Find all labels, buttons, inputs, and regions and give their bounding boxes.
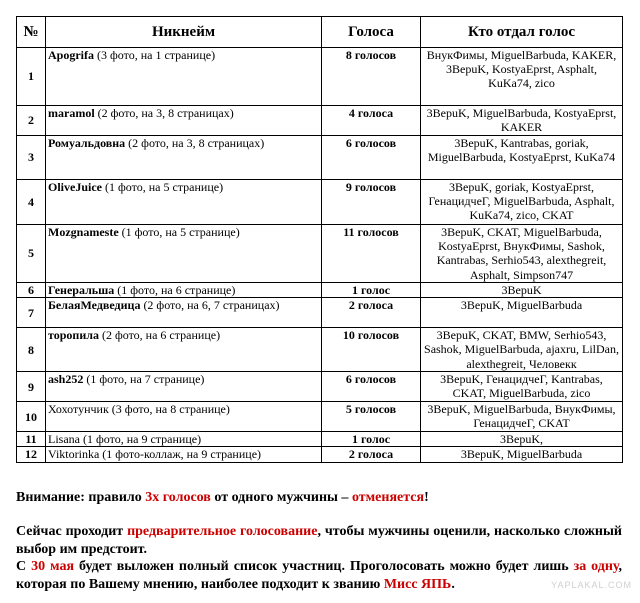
- row-votes: 10 голосов: [322, 328, 421, 372]
- row-num: 7: [17, 298, 46, 328]
- info-text: Сейчас проходит: [16, 524, 128, 539]
- row-votes: 5 голосов: [322, 402, 421, 432]
- row-votes: 2 голоса: [322, 447, 421, 462]
- row-votes: 1 голос: [322, 432, 421, 447]
- table-row: [17, 283, 623, 298]
- row-nick: [46, 225, 322, 283]
- nick-name: Генеральша: [48, 283, 115, 297]
- nick-detail: (1 фото, на 5 странице): [118, 225, 240, 239]
- row-voters: 3BepuK, MiguelBarbuda, KostyaEprst, KAKER: [421, 106, 623, 136]
- nick-detail: (1 фото, на 7 странице): [83, 372, 205, 387]
- row-votes: 9 голосов: [322, 180, 421, 225]
- row-nick: [46, 447, 322, 462]
- info-text: С: [16, 559, 32, 574]
- row-nick: [46, 283, 322, 298]
- row-num: 3: [17, 136, 46, 180]
- info-highlight: Мисс ЯПЬ: [383, 576, 452, 592]
- row-nick: [46, 402, 322, 432]
- nick-detail: (2 фото, на 3, 8 страницах): [125, 136, 265, 150]
- row-nick: [46, 432, 322, 447]
- row-nick: [46, 106, 322, 136]
- row-voters: 3BepuK, Kantrabas, goriak, MiguelBarbuda, KostyaEprst, KuKa74: [421, 136, 623, 180]
- row-votes: 6 голосов: [322, 136, 421, 180]
- row-num: 8: [17, 328, 46, 372]
- row-nick: [46, 180, 322, 225]
- info-text: .: [451, 576, 455, 592]
- header-num: №: [17, 17, 46, 48]
- row-votes: 4 голоса: [322, 106, 421, 136]
- nick-detail: (3 фото, на 1 странице): [94, 48, 216, 62]
- table-row: [17, 225, 623, 283]
- notice-text: !: [424, 490, 429, 505]
- table-row: [17, 298, 623, 328]
- nick-name: Хохотунчик: [48, 402, 109, 417]
- nick-name: БелаяМедведица: [48, 298, 141, 313]
- row-num: 11: [17, 432, 46, 447]
- nick-detail: (1 фото-коллаж, на 9 странице): [99, 447, 262, 462]
- row-num: 5: [17, 225, 46, 283]
- row-votes: 6 голосов: [322, 372, 421, 402]
- nick-name: OliveJuice: [48, 180, 102, 194]
- nick-name: Apogrifa: [48, 48, 94, 62]
- row-voters: 3BepuK, ГенацидчеГ, Kantrabas, CKAT, MiguelBarbuda, zico: [421, 372, 623, 402]
- row-nick: [46, 136, 322, 180]
- table-row: [17, 180, 623, 225]
- info-text: будет выложен полный список участниц. Проголосовать можно будет лишь: [74, 559, 574, 574]
- votes-table: [16, 16, 623, 463]
- row-num: 6: [17, 283, 46, 298]
- row-num: 10: [17, 402, 46, 432]
- nick-name: Viktorinka: [48, 447, 100, 462]
- table-row: [17, 136, 623, 180]
- row-num: 12: [17, 447, 46, 462]
- row-nick: [46, 372, 322, 402]
- nick-name: ash252: [48, 372, 84, 387]
- nick-name: Lisana: [48, 432, 80, 447]
- table-row: [17, 48, 623, 106]
- nick-detail: (2 фото, на 6, 7 страницах): [140, 298, 280, 313]
- row-nick: [46, 48, 322, 106]
- nick-name: Ромуальдовна: [48, 136, 126, 150]
- table-row: [17, 106, 623, 136]
- nick-name: Mozgnameste: [48, 225, 119, 239]
- notice-highlight: отменяется: [351, 490, 425, 505]
- table-row: [17, 402, 623, 432]
- watermark-logo: YAPLAKAL.COM: [551, 580, 632, 590]
- row-voters: ВнукФимы, MiguelBarbuda, KAKER, 3BepuK, KostyaEprst, Asphalt, KuKa74, zico: [421, 48, 623, 106]
- row-nick: [46, 328, 322, 372]
- table-row: [17, 432, 623, 447]
- header-nick: Никнейм: [46, 17, 322, 48]
- row-votes: 1 голос: [322, 283, 421, 298]
- notice-text: от одного мужчины –: [210, 490, 352, 505]
- header-voters: Кто отдал голос: [421, 17, 623, 48]
- info-highlight: предварительное голосование: [127, 524, 318, 539]
- nick-detail: (1 фото, на 6 странице): [114, 283, 236, 297]
- info-highlight: за одну: [573, 559, 619, 574]
- row-nick: [46, 298, 322, 328]
- nick-name: торопила: [48, 328, 99, 343]
- table-row: [17, 328, 623, 372]
- nick-name: maramol: [48, 106, 95, 120]
- row-num: 1: [17, 48, 46, 106]
- header-votes: Голоса: [322, 17, 421, 48]
- row-voters: 3BepuK: [421, 283, 623, 298]
- info-highlight: 30 мая: [31, 559, 75, 574]
- row-voters: 3BepuK, MiguelBarbuda, ВнукФимы, ГенацидчеГ, CKAT: [421, 402, 623, 432]
- row-votes: 2 голоса: [322, 298, 421, 328]
- row-num: 9: [17, 372, 46, 402]
- row-num: 4: [17, 180, 46, 225]
- row-votes: 8 голосов: [322, 48, 421, 106]
- nick-detail: (2 фото, на 6 странице): [98, 328, 221, 343]
- nick-detail: (1 фото, на 5 странице): [102, 180, 224, 194]
- nick-detail: (3 фото, на 8 странице): [108, 402, 230, 417]
- row-voters: 3BepuK, goriak, KostyaEprst, ГенацидчеГ, MiguelBarbuda, Asphalt, KuKa74, zico, CKAT: [421, 180, 623, 225]
- info-text: , которая по Вашему мнению, наиболее подходит к званию: [16, 559, 623, 592]
- row-voters: 3BepuK, CKAT, MiguelBarbuda, KostyaEprst, ВнукФимы, Sashok, Kantrabas, Serhio543, alexthegreit, Asphalt, Simpson747: [421, 225, 623, 283]
- row-voters: 3BepuK, MiguelBarbuda: [421, 298, 623, 328]
- notice-text: Внимание: правило: [16, 490, 146, 505]
- notice-paragraph: [16, 489, 622, 507]
- info-text: , чтобы мужчины оценили, насколько сложный выбор им предстоит.: [16, 524, 622, 557]
- info-paragraph: [16, 523, 622, 593]
- notice-highlight: 3х голосов: [145, 490, 211, 505]
- row-voters: 3BepuK, MiguelBarbuda: [421, 447, 623, 462]
- row-num: 2: [17, 106, 46, 136]
- row-voters: 3BepuK,: [421, 432, 623, 447]
- table-row: [17, 372, 623, 402]
- nick-detail: (2 фото, на 3, 8 страницах): [94, 106, 234, 120]
- row-votes: 11 голосов: [322, 225, 421, 283]
- table-header-row: [17, 17, 623, 48]
- row-voters: 3BepuK, CKAT, BMW, Serhio543, Sashok, MiguelBarbuda, ajaxru, LilDan, alexthegreit, Человекк: [421, 328, 623, 372]
- table-row: [17, 447, 623, 462]
- nick-detail: (1 фото, на 9 странице): [80, 432, 202, 447]
